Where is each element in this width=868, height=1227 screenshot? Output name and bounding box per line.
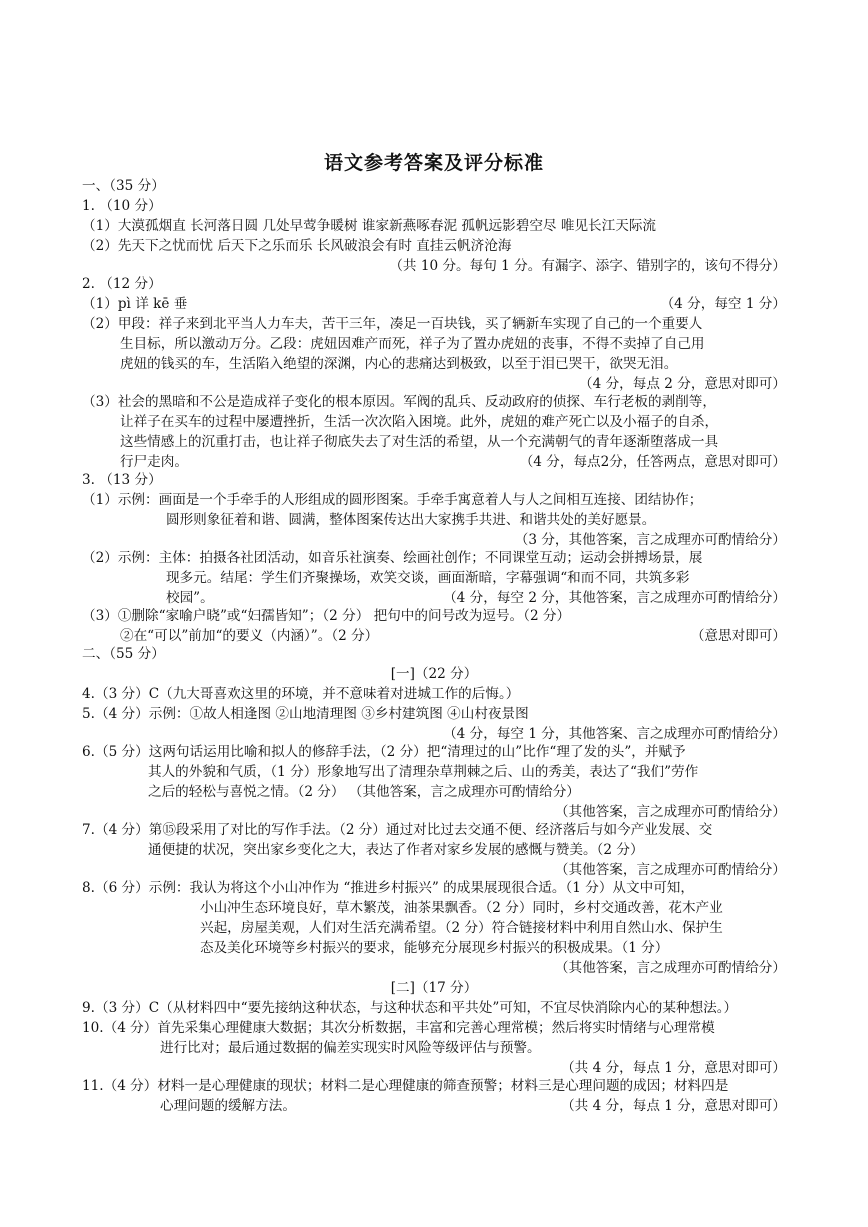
q3-part-1-line-2: 圆形则象征着和谐、圆满，整体图案传达出大家携手共进、和谐共处的美好愿景。 — [166, 512, 656, 528]
q2-heading: 2. （12 分） — [82, 276, 162, 292]
q1-heading: 1. （10 分） — [82, 198, 162, 214]
q5-answer: 5.（4 分）示例：①故人相逢图 ②山地清理图 ③乡村建筑图 ④山村夜景图 — [82, 706, 529, 722]
q2-part-2-score: （4 分，每点 2 分，意思对即可） — [579, 376, 786, 392]
q2-part-3-line-1: （3）社会的黑暗和不公是造成祥子变化的根本原因。军阀的乱兵、反动政府的侦探、车行老板的剥削等， — [82, 394, 716, 410]
q7-line-1: 7.（4 分）第⑮段采用了对比的写作手法。（2 分）通过对比过去交通不便、经济落后与如今产业发展、交 — [82, 822, 713, 838]
q2-part-2-line-1: （2）甲段：祥子来到北平当人力车夫，苦干三年，凑足一百块钱，买了辆新车实现了自己的一个重要人 — [82, 316, 703, 332]
q2-part-2-line-2: 生目标，所以激动万分。乙段：虎妞因难产而死，祥子为了置办虎妞的丧事，不得不卖掉了自己用 — [120, 336, 705, 352]
q2-part-3-line-2: 让祥子在买车的过程中屡遭挫折，生活一次次陷入困境。此外，虎妞的难产死亡以及小福子的自杀， — [120, 414, 719, 430]
section-2-header: 二、（55 分） — [82, 646, 165, 662]
q4-answer: 4.（3 分）C（九大哥喜欢这里的环境，并不意味着对进城工作的后悔。） — [82, 686, 520, 702]
q2-part-3-line-3: 这些情感上的沉重打击，也让祥子彻底失去了对生活的希望，从一个充满朝气的青年逐渐堕落成一具 — [120, 434, 719, 450]
q7-score: （其他答案，言之成理亦可酌情给分） — [554, 862, 786, 878]
q8-line-2: 小山冲生态环境良好，草木繁茂，油茶果飘香。（2 分）同时，乡村交通改善，花木产业 — [200, 900, 723, 916]
q10-line-2: 进行比对；最后通过数据的偏差实现实时风险等级评估与预警。 — [160, 1040, 541, 1056]
q7-line-2: 通便捷的状况，突出家乡变化之大，表达了作者对家乡发展的感慨与赞美。（2 分） — [148, 842, 644, 858]
q10-line-1: 10.（4 分）首先采集心理健康大数据；其次分析数据，丰富和完善心理常模；然后将实时情绪与心理常模 — [82, 1020, 715, 1036]
q8-score: （其他答案，言之成理亦可酌情给分） — [554, 960, 786, 976]
q3-part-1-score: （3 分，其他答案，言之成理亦可酌情给分） — [514, 532, 786, 548]
q3-part-1-line-1: （1）示例：画面是一个手牵手的人形组成的圆形图案。手牵手寓意着人与人之间相互连接、团结协作； — [82, 492, 703, 508]
q2-part-1-score: （4 分，每空 1 分） — [660, 296, 786, 312]
q2-part-1: （1）pì 详 kē 垂 — [82, 296, 188, 312]
q6-score: （其他答案，言之成理亦可酌情给分） — [554, 804, 786, 820]
q3-part-2-score: （4 分，每空 2 分，其他答案，言之成理亦可酌情给分） — [443, 590, 786, 606]
q8-line-1: 8.（6 分）示例：我认为将这个小山冲作为 “推进乡村振兴” 的成果展现很合适。（1 分）从文中可知， — [82, 880, 694, 896]
q1-line-2: （2）先天下之忧而忧 后天下之乐而乐 长风破浪会有时 直挂云帆济沧海 — [82, 238, 512, 254]
q3-part-3-line-2: ②在“可以”前加“的要义（内涵）”。（2 分） — [120, 628, 379, 644]
q9-answer: 9.（3 分）C（从材料四中“要先接纳这种状态，与这种状态和平共处”可知，不宜尽快消除内心的某种想法。） — [82, 1000, 738, 1016]
q10-score: （共 4 分，每点 1 分，意思对即可） — [561, 1060, 786, 1076]
page-title: 语文参考答案及评分标准 — [323, 152, 544, 174]
q2-part-3-line-4: 行尸走肉。 — [120, 454, 188, 470]
q1-line-1: （1）大漠孤烟直 长河落日圆 几处早莺争暖树 谁家新燕啄春泥 孤帆远影碧空尽 唯见长江天际流 — [82, 218, 657, 234]
q6-line-1: 6.（5 分）这两句话运用比喻和拟人的修辞手法，（2 分）把“清理过的山”比作“理了发的头”，并赋予 — [82, 744, 686, 760]
q5-score: （4 分，每空 1 分，其他答案、言之成理亦可酌情给分） — [443, 726, 786, 742]
q11-score: （共 4 分，每点 1 分，意思对即可） — [561, 1098, 786, 1114]
part-2-heading: [二]（17 分） — [390, 980, 478, 996]
q8-line-4: 态及美化环境等乡村振兴的要求，能够充分展现乡村振兴的积极成果。（1 分） — [200, 940, 669, 956]
q3-part-3-line-1: （3）①删除“家喻户晓”或“妇孺皆知”；（2 分） 把句中的问号改为逗号。（2 分） — [82, 608, 571, 624]
q2-part-2-line-3: 虎妞的钱买的车，生活陷入绝望的深渊，内心的悲痛达到极致，以至于泪已哭干，欲哭无泪。 — [120, 356, 678, 372]
q3-part-3-score: （意思对即可） — [690, 628, 786, 644]
q3-heading: 3. （13 分） — [82, 472, 162, 488]
part-1-heading: [一]（22 分） — [390, 666, 478, 682]
q8-line-3: 兴起，房屋美观，人们对生活充满希望。（2 分）符合链接材料中利用自然山水、保护生 — [200, 920, 723, 936]
q11-line-1: 11.（4 分）材料一是心理健康的现状；材料二是心理健康的筛查预警；材料三是心理问题的成因；材料四是 — [82, 1078, 729, 1094]
q3-part-2-line-1: （2）示例：主体：拍摄各社团活动，如音乐社演奏、绘画社创作；不同课堂互动；运动会拼搏场景，展 — [82, 550, 703, 566]
q6-line-2: 其人的外貌和气质，（1 分）形象地写出了清理杂草荆棘之后、山的秀美，表达了“我们”劳作 — [148, 764, 699, 780]
section-1-header: 一、（35 分） — [82, 178, 165, 194]
q2-part-3-score: （4 分，每点2分，任答两点，意思对即可） — [519, 454, 786, 470]
q11-line-2: 心理问题的缓解方法。 — [160, 1098, 296, 1114]
q3-part-2-line-3: 校园”。 — [166, 590, 214, 606]
q1-score-note: （共 10 分。每句 1 分。有漏字、添字、错别字的，该句不得分） — [389, 258, 786, 274]
q3-part-2-line-2: 现多元。结尾：学生们齐聚操场，欢笑交谈，画面渐暗，字幕强调“和而不同，共筑多彩 — [166, 570, 690, 586]
q6-line-3: 之后的轻松与喜悦之情。（2 分） （其他答案，言之成理亦可酌情给分） — [148, 784, 580, 800]
